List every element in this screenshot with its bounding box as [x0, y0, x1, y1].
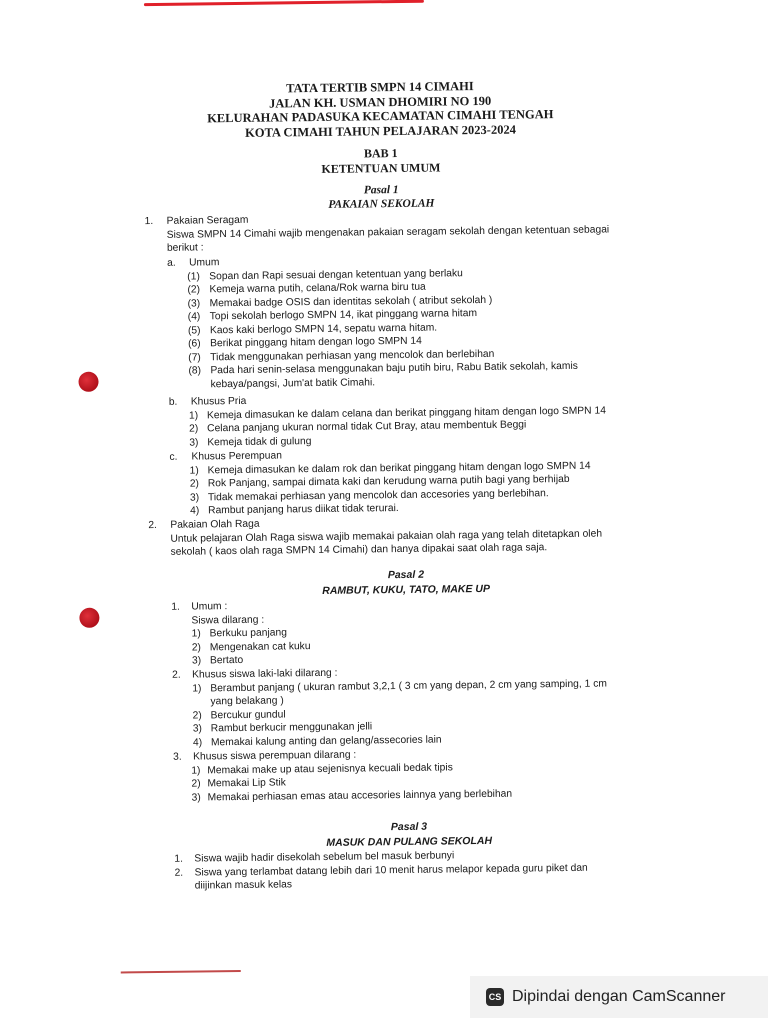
list-item: 1) Berambut panjang ( ukuran rambut 3,2,1 ( 3 cm yang depan, 2 cm yang samping, 1 cm yang belakang ) [192, 677, 607, 708]
list-item: (1) Sopan dan Rapi sesuai dengan ketentuan yang berlaku [187, 267, 463, 283]
camscanner-icon: CS [486, 988, 504, 1006]
header-line-1: TATA TERTIB SMPN 14 CIMAHI [286, 79, 474, 96]
pasal-1-heading [186, 181, 576, 214]
pasal-2-item-3: 3. Khusus siswa perempuan dilarang : 1) Memakai make up atau sejenisnya kecuali bedak tipis 2) Memakai Lip Stik 3) Memakai perhiasan emas atau accesories lainnya yang berlebihan [173, 745, 654, 805]
list-item: 2) Rok Panjang, sampai dimata kaki dan kerudung warna putih bagi yang berhijab [189, 473, 570, 490]
list-item: 1) Berkuku panjang [191, 627, 287, 640]
punch-hole-top [78, 372, 98, 392]
list-item: 2) Memakai Lip Stik [191, 777, 286, 790]
chapter-heading [186, 144, 576, 179]
pasal-1-item-1: 1. Pakaian Seragam Siswa SMPN 14 Cimahi wajib mengenakan pakaian seragam sekolah dengan ketentuan sebagai berikut : [145, 209, 645, 256]
pasal-1-label: Pasal 1 [363, 183, 399, 197]
bottom-red-mark [121, 970, 241, 973]
pasal-3-list [174, 847, 652, 893]
pasal-3-title: MASUK DAN PULANG SEKOLAH [326, 834, 493, 849]
pasal-1-title: PAKAIAN SEKOLAH [328, 197, 435, 211]
camscanner-text: Dipindai dengan CamScanner [512, 988, 726, 1005]
pasal-1-section-c: c. Khusus Perempuan 1) Kemeja dimasukan ke dalam rok dan berikat pinggang hitam dengan logo SMPN 14 2) Rok Panjang, sampai dimata kaki dan kerudung warna putih bagi yang berhijab 3) Tidak memakai perhiasan yang mencolok dan accesories yang berlebihan. 4) Rambut panjang harus diikat tidak terurai. [169, 445, 650, 518]
item-description: Siswa SMPN 14 Cimahi wajib mengenakan pakaian seragam sekolah dengan ketentuan sebagai berikut : [166, 223, 610, 254]
pasal-2-title: RAMBUT, KUKU, TATO, MAKE UP [322, 582, 491, 597]
list-item: 2) Mengenakan cat kuku [191, 640, 311, 654]
header-line-2: JALAN KH. USMAN DHOMIRI NO 190 [268, 93, 492, 111]
list-item: 3) Kemeja tidak di gulung [189, 435, 312, 449]
list-item: 1. Siswa wajib hadir disekolah sebelum bel masuk berbunyi [174, 850, 455, 865]
item-title: Pakaian Seragam [166, 214, 249, 227]
top-red-mark [144, 0, 424, 6]
list-item: 4) Memakai kalung anting dan gelang/assecories lain [192, 734, 442, 749]
list-item: (7) Tidak menggunakan perhiasan yang mencolok dan berlebihan [188, 348, 495, 364]
list-item: (6) Berikat pinggang hitam dengan logo SMPN 14 [188, 335, 422, 350]
pasal-1-section-a: a. Umum (1) Sopan dan Rapi sesuai dengan ketentuan yang berlaku (2) Kemeja warna putih, celana/Rok warna biru tua (3) Memakai badge OSIS dan identitas sekolah ( atribut sekolah ) (4) Topi sekolah berlogo SMPN 14, ikat pinggang warna hitam (5) Kaos kaki berlogo SMPN 14, sepatu warna hitam. (6) Berikat pinggang hitam dengan logo SMPN 14 (7) Tidak menggunakan perhiasan yang mencolok dan berlebihan (8) Pada hari senin-selasa menggunakan baju putih biru, Rabu Batik sekolah, kamis kebaya/pangsi, Jum'at batik Cimahi. [167, 251, 649, 392]
list-item: 3) Tidak memakai perhiasan yang mencolok dan accesories yang berlebihan. [189, 487, 549, 504]
list-item: 3) Bertato [191, 654, 244, 667]
list-item: (5) Kaos kaki berlogo SMPN 14, sepatu warna hitam. [187, 322, 438, 337]
list-item: (8) Pada hari senin-selasa menggunakan baju putih biru, Rabu Batik sekolah, kamis kebaya/pangsi, Jum'at batik Cimahi. [188, 360, 578, 390]
punch-hole-bottom [79, 608, 99, 628]
pasal-2-item-2: 2. Khusus siswa laki-laki dilarang : 1) Berambut panjang ( ukuran rambut 3,2,1 ( 3 cm yang depan, 2 cm yang samping, 1 cm yang belakang ) 2) Bercukur gundul 3) Rambut berkucir menggunakan jelli 4) Memakai kalung anting dan gelang/assecories lain [172, 663, 653, 750]
document-header [185, 78, 576, 141]
header-line-4: KOTA CIMAHI TAHUN PELAJARAN 2023-2024 [244, 122, 516, 140]
pasal-2-item-1: 1. Umum : Siswa dilarang : 1) Berkuku panjang 2) Mengenakan cat kuku 3) Bertato [171, 595, 652, 668]
list-item: (2) Kemeja warna putih, celana/Rok warna biru tua [187, 281, 426, 296]
pasal-2-label: Pasal 2 [387, 568, 425, 582]
list-item: 2) Bercukur gundul [192, 708, 286, 722]
list-item: 1) Kemeja dimasukan ke dalam rok dan berikat pinggang hitam dengan logo SMPN 14 [189, 460, 591, 477]
pasal-3-heading [214, 818, 604, 853]
list-item: 2. Siswa yang terlambat datang lebih dari 10 menit harus melapor kepada guru piket dan diijinkan masuk kelas [174, 862, 588, 892]
list-item: 3) Memakai perhiasan emas atau accesories lainnya yang berlebihan [191, 788, 513, 804]
list-item: (4) Topi sekolah berlogo SMPN 14, ikat pinggang warna hitam [187, 308, 478, 323]
pasal-1-section-b: b. Khusus Pria 1) Kemeja dimasukan ke dalam celana dan berikat pinggang hitam dengan logo SMPN 14 2) Celana panjang ukuran normal tidak Cut Bray, atau membentuk Beggi 3) Kemeja tidak di gulung [169, 390, 650, 450]
pasal-2-heading [211, 566, 601, 601]
pasal-1-item-2: 2. Pakaian Olah Raga Untuk pelajaran Olah Raga siswa wajib memakai pakaian olah raga yang telah ditetapkan oleh sekolah ( kaos olah raga SMPN 14 Cimahi) dan hanya dipakai saat olah raga saja. [148, 518, 603, 558]
header-line-3: KELURAHAN PADASUKA KECAMATAN CIMAHI TENGAH [207, 107, 554, 126]
pasal-3-label: Pasal 3 [390, 820, 428, 834]
chapter-title: KETENTUAN UMUM [321, 160, 441, 176]
camscanner-watermark [470, 976, 768, 1018]
chapter-number: BAB 1 [363, 146, 398, 161]
list-item: (3) Memakai badge OSIS dan identitas sekolah ( atribut sekolah ) [187, 294, 493, 310]
list-item: 4) Rambut panjang harus diikat tidak terurai. [190, 503, 399, 517]
list-item: 3) Rambut berkucir menggunakan jelli [192, 721, 373, 735]
list-item: 1) Kemeja dimasukan ke dalam celana dan berikat pinggang hitam dengan logo SMPN 14 [188, 404, 606, 422]
list-item: 2) Celana panjang ukuran normal tidak Cut Bray, atau membentuk Beggi [189, 419, 527, 435]
list-item: 1) Memakai make up atau sejenisnya kecuali bedak tipis [191, 761, 453, 777]
